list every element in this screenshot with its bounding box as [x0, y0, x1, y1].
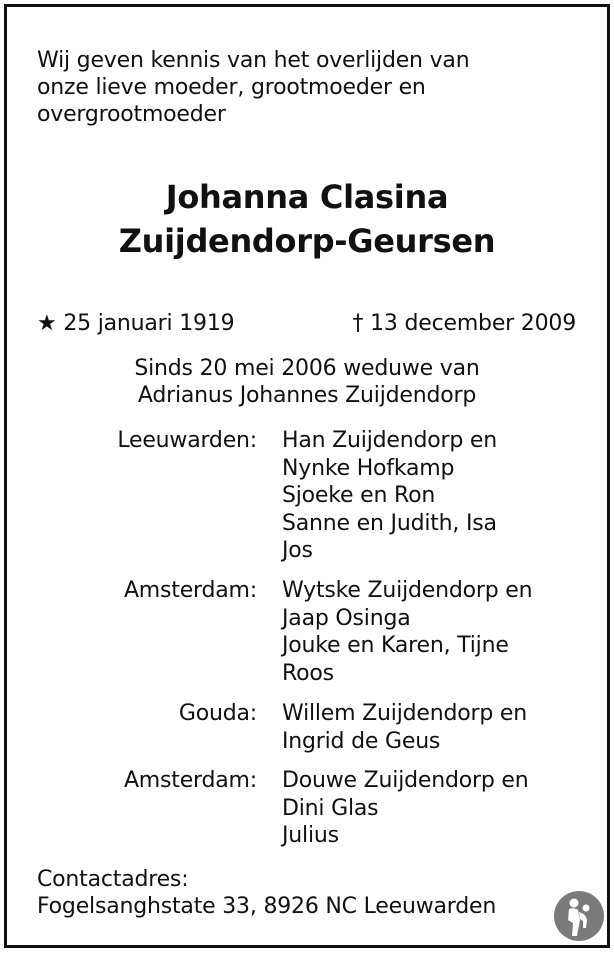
- family-place: Leeuwarden:: [117, 428, 257, 453]
- family-name-line: Jaap Osinga: [282, 605, 411, 631]
- family-name-line: Han Zuijdendorp en: [282, 428, 497, 453]
- family-name-line: Wytske Zuijdendorp en: [282, 578, 533, 603]
- cross-icon: †: [352, 311, 364, 336]
- deceased-surname: Zuijdendorp-Geursen: [118, 222, 496, 260]
- birth-date: [37, 310, 234, 337]
- deceased-first-names: Johanna Clasina: [165, 178, 449, 216]
- contact-address: Fogelsanghstate 33, 8926 NC Leeuwarden: [37, 894, 497, 919]
- family-name-line: Julius: [282, 823, 339, 848]
- family-name-line: Sjoeke en Ron: [282, 483, 436, 508]
- family-names: [282, 577, 532, 687]
- family-names: [282, 427, 497, 565]
- family-name-line: Nynke Hofkamp: [282, 455, 455, 481]
- family-place: Gouda:: [178, 701, 257, 726]
- contact-block: [37, 866, 496, 920]
- widow-statement: [0, 355, 614, 409]
- family-name-line: Sanne en Judith, Isa: [282, 510, 497, 536]
- family-place: Amsterdam:: [123, 768, 257, 793]
- family-name-line: Willem Zuijdendorp en: [282, 701, 527, 726]
- intro-line: onze lieve moeder, grootmoeder en: [37, 75, 426, 100]
- family-name-line: Dini Glas: [282, 795, 379, 821]
- family-name-line: Jos: [282, 538, 313, 563]
- intro-line: overgrootmoeder: [37, 102, 226, 127]
- family-name-line: Jouke en Karen, Tijne: [282, 633, 509, 658]
- family-name-line: Douwe Zuijdendorp en: [282, 768, 529, 793]
- intro-line: Wij geven kennis van het overlijden van: [37, 48, 470, 73]
- widow-line: Sinds 20 mei 2006 weduwe van: [134, 356, 480, 381]
- death-date: [353, 310, 577, 337]
- widow-line: Adrianus Johannes Zuijdendorp: [137, 383, 477, 408]
- death-date-text: 13 december 2009: [370, 311, 576, 336]
- memorial-logo-icon: [553, 890, 605, 942]
- birth-date-text: 25 januari 1919: [63, 311, 235, 336]
- family-place: Amsterdam:: [123, 578, 257, 603]
- family-names: [282, 700, 527, 755]
- intro-text: [37, 47, 469, 128]
- star-icon: ★: [37, 311, 57, 336]
- contact-label: Contactadres:: [37, 867, 189, 892]
- family-names: [282, 767, 528, 850]
- family-name-line: Ingrid de Geus: [282, 728, 441, 754]
- family-name-line: Roos: [282, 660, 334, 686]
- deceased-name: [0, 175, 614, 263]
